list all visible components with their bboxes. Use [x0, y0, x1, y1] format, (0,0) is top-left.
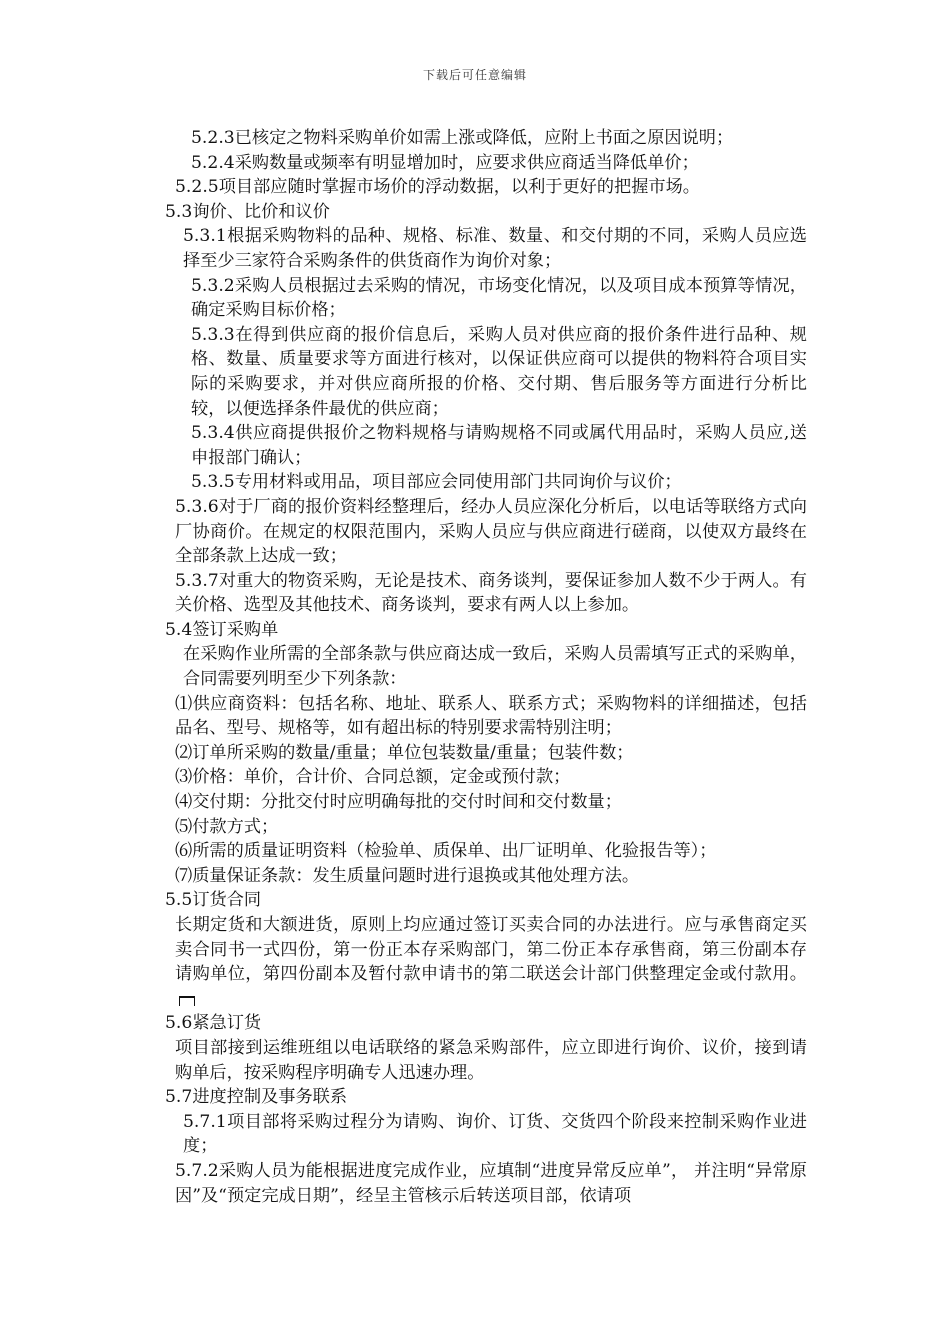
clause-5-3-4: 5.3.4供应商提供报价之物料规格与请购规格不同或属代用品时，采购人员应,送申报部门确认； [191, 423, 807, 468]
clause-5-2-5: 5.2.5项目部应随时掌握市场价的浮动数据，以利于更好的把握市场。 [175, 177, 700, 198]
clause-5-3-2: 5.3.2采购人员根据过去采购的情况，市场变化情况，以及项目成本预算等情况，确定采购目标价格； [191, 275, 807, 321]
item-1-supplier-info: ⑴供应商资料：包括名称、地址、联系人、联系方式；采购物料的详细描述，包括品名、型号、规格等，如有超出标的特别要求需特别注明； [175, 693, 807, 739]
paragraph-mark-icon [179, 996, 195, 1006]
section-5-5-body [145, 913, 807, 1011]
clause-5-7-2: 5.7.2采购人员为能根据进度完成作业，应填制“进度异常反应单”， 并注明“异常原因”及“预定完成日期”，经呈主管核示后转送项目部，依请项 [175, 1160, 807, 1206]
item-2-quantity: ⑵订单所采购的数量/重量；单位包装数量/重量；包装件数； [175, 742, 634, 763]
section-5-5-text: 长期定货和大额进货，原则上均应通过签订买卖合同的办法进行。应与承售商定买卖合同书一式四份，第一份正本存采购部门，第二份正本存承售商，第三份副本存请购单位，第四份副本及暂付款申请书的第二联送会计部门供整理定金或付款用。 [175, 915, 807, 985]
section-5-6-body: 项目部接到运维班组以电话联络的紧急采购部件，应立即进行询价、议价，接到请购单后，按采购程序明确专人迅速办理。 [175, 1037, 807, 1083]
clause-5-3-7: 5.3.7对重大的物资采购，无论是技术、商务谈判，要保证参加人数不少于两人。有关价格、选型及其他技术、商务谈判，要求有两人以上参加。 [175, 570, 807, 616]
clause-5-7-1: 5.7.1项目部将采购过程分为请购、询价、订货、交货四个阶段来控制采购作业进度； [183, 1111, 807, 1157]
item-4-delivery: ⑷交付期：分批交付时应明确每批的交付时间和交付数量； [175, 792, 622, 813]
item-5-payment: ⑸付款方式； [175, 816, 279, 837]
section-5-4-intro: 在采购作业所需的全部条款与供应商达成一致后，采购人员需填写正式的采购单，合同需要列明至少下列条款： [183, 644, 807, 690]
clause-5-2-3: 5.2.3已核定之物料采购单价如需上涨或降低，应附上书面之原因说明； [191, 128, 734, 148]
section-5-7-heading: 5.7进度控制及事务联系 [165, 1087, 348, 1108]
clause-5-3-6: 5.3.6对于厂商的报价资料经整理后，经办人员应深化分析后，以电话等联络方式向厂协商价。在规定的权限范围内，采购人员应与供应商进行磋商，以使双方最终在全部条款上达成一致； [175, 496, 807, 567]
document-body [145, 126, 807, 1208]
section-5-3-heading: 5.3询价、比价和议价 [165, 201, 330, 222]
clause-5-2-4: 5.2.4采购数量或频率有明显增加时，应要求供应商适当降低单价； [191, 152, 699, 173]
section-5-4-heading: 5.4签订采购单 [165, 619, 279, 640]
clause-5-3-1: 5.3.1根据采购物料的品种、规格、标准、数量、和交付期的不同，采购人员应选择至少三家符合采购条件的供货商作为询价对象； [183, 226, 807, 271]
item-7-quality-terms: ⑺质量保证条款：发生质量问题时进行退换或其他处理方法。 [175, 865, 640, 886]
clause-5-3-5: 5.3.5专用材料或用品，项目部应会同使用部门共同询价与议价； [191, 472, 682, 493]
section-5-5-heading: 5.5订货合同 [165, 890, 262, 911]
item-3-price: ⑶价格：单价，合计价、合同总额，定金或预付款； [175, 767, 571, 788]
clause-5-3-3: 5.3.3在得到供应商的报价信息后，采购人员对供应商的报价条件进行品种、规格、数量、质量要求等方面进行核对，以保证供应商可以提供的物料符合项目实际的采购要求，并对供应商所报的价格、交付期、售后服务等方面进行分析比较，以便选择条件最优的供应商； [191, 324, 807, 419]
page-header: 下载后可任意编辑 [422, 68, 527, 82]
item-6-quality-docs: ⑹所需的质量证明资料（检验单、质保单、出厂证明单、化验报告等）； [175, 841, 717, 862]
section-5-6-heading: 5.6紧急订货 [165, 1013, 262, 1034]
